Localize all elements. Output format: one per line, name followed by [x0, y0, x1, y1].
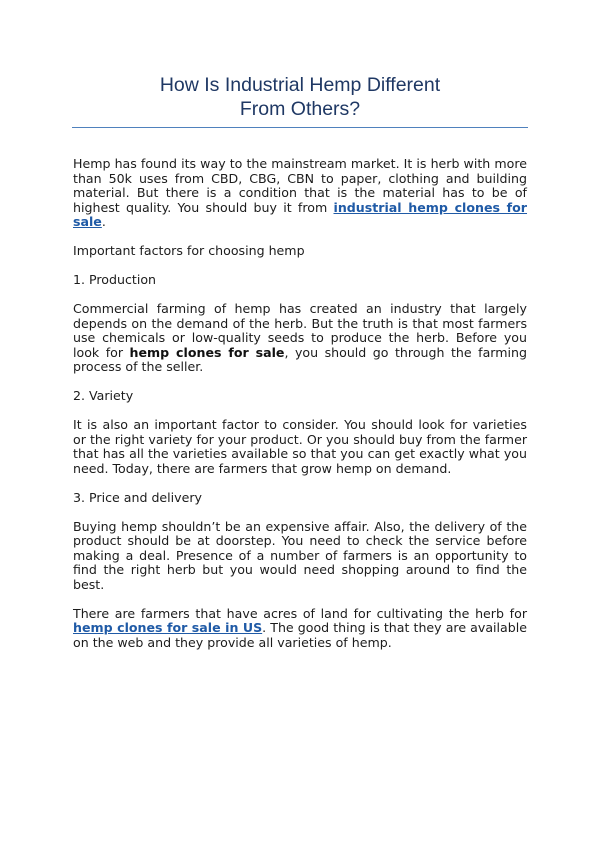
- title-block: [72, 73, 528, 121]
- variety-heading: 2. Variety: [73, 388, 134, 403]
- price-delivery-paragraph: Buying hemp shouldn’t be an expensive affair. Also, the delivery of the product should be at doorstep. You need to check the service before making a deal. Presence of a number of farmers is an opportunity to find the right herb but you would need shopping around to find the best.: [73, 518, 527, 592]
- production-bold-phrase: hemp clones for sale: [129, 344, 285, 360]
- page-title: [72, 73, 528, 121]
- production-paragraph: [73, 302, 527, 375]
- variety-paragraph: It is also an important factor to consider. You should look for varieties or the right variety for your product. Or you should buy from the farmer that has all the varieties available so that you can get exactly what you need. Today, there are farmers that grow hemp on demand.: [73, 417, 527, 476]
- closing-text: There are farmers that have acres of land for cultivating the herb for: [73, 605, 527, 621]
- intro-text-end: .: [101, 214, 106, 229]
- intro-text: Hemp has found its way to the mainstream market. It is herb with more than 50k uses from CBD, CBG, CBN to paper, clothing and building material. But there is a condition that is the material has to be of highest quality. You should buy it from: [73, 156, 527, 215]
- title-line-1: How Is Industrial Hemp Different: [159, 74, 441, 96]
- closing-paragraph: [73, 607, 527, 651]
- title-line-2: From Others?: [239, 98, 361, 120]
- title-divider: [72, 127, 528, 128]
- hemp-clones-us-link[interactable]: hemp clones for sale in US: [73, 620, 263, 635]
- price-delivery-heading: 3. Price and delivery: [73, 489, 203, 505]
- intro-paragraph: [73, 157, 527, 230]
- production-text-end: , you should go through the farming process of the seller.: [73, 344, 527, 374]
- document-body: [73, 157, 527, 650]
- production-heading: 1. Production: [73, 272, 157, 287]
- industrial-hemp-clones-link[interactable]: industrial hemp clones for sale: [73, 199, 528, 229]
- factors-heading: Important factors for choosing hemp: [73, 243, 305, 258]
- production-text: Commercial farming of hemp has created an industry that largely depends on the demand of the herb. But the truth is that most farmers use chemicals or low-quality seeds to produce the herb. Before you look for: [73, 301, 527, 360]
- closing-text-end: . The good thing is that they are available on the web and they provide all varieties of hemp.: [73, 620, 527, 650]
